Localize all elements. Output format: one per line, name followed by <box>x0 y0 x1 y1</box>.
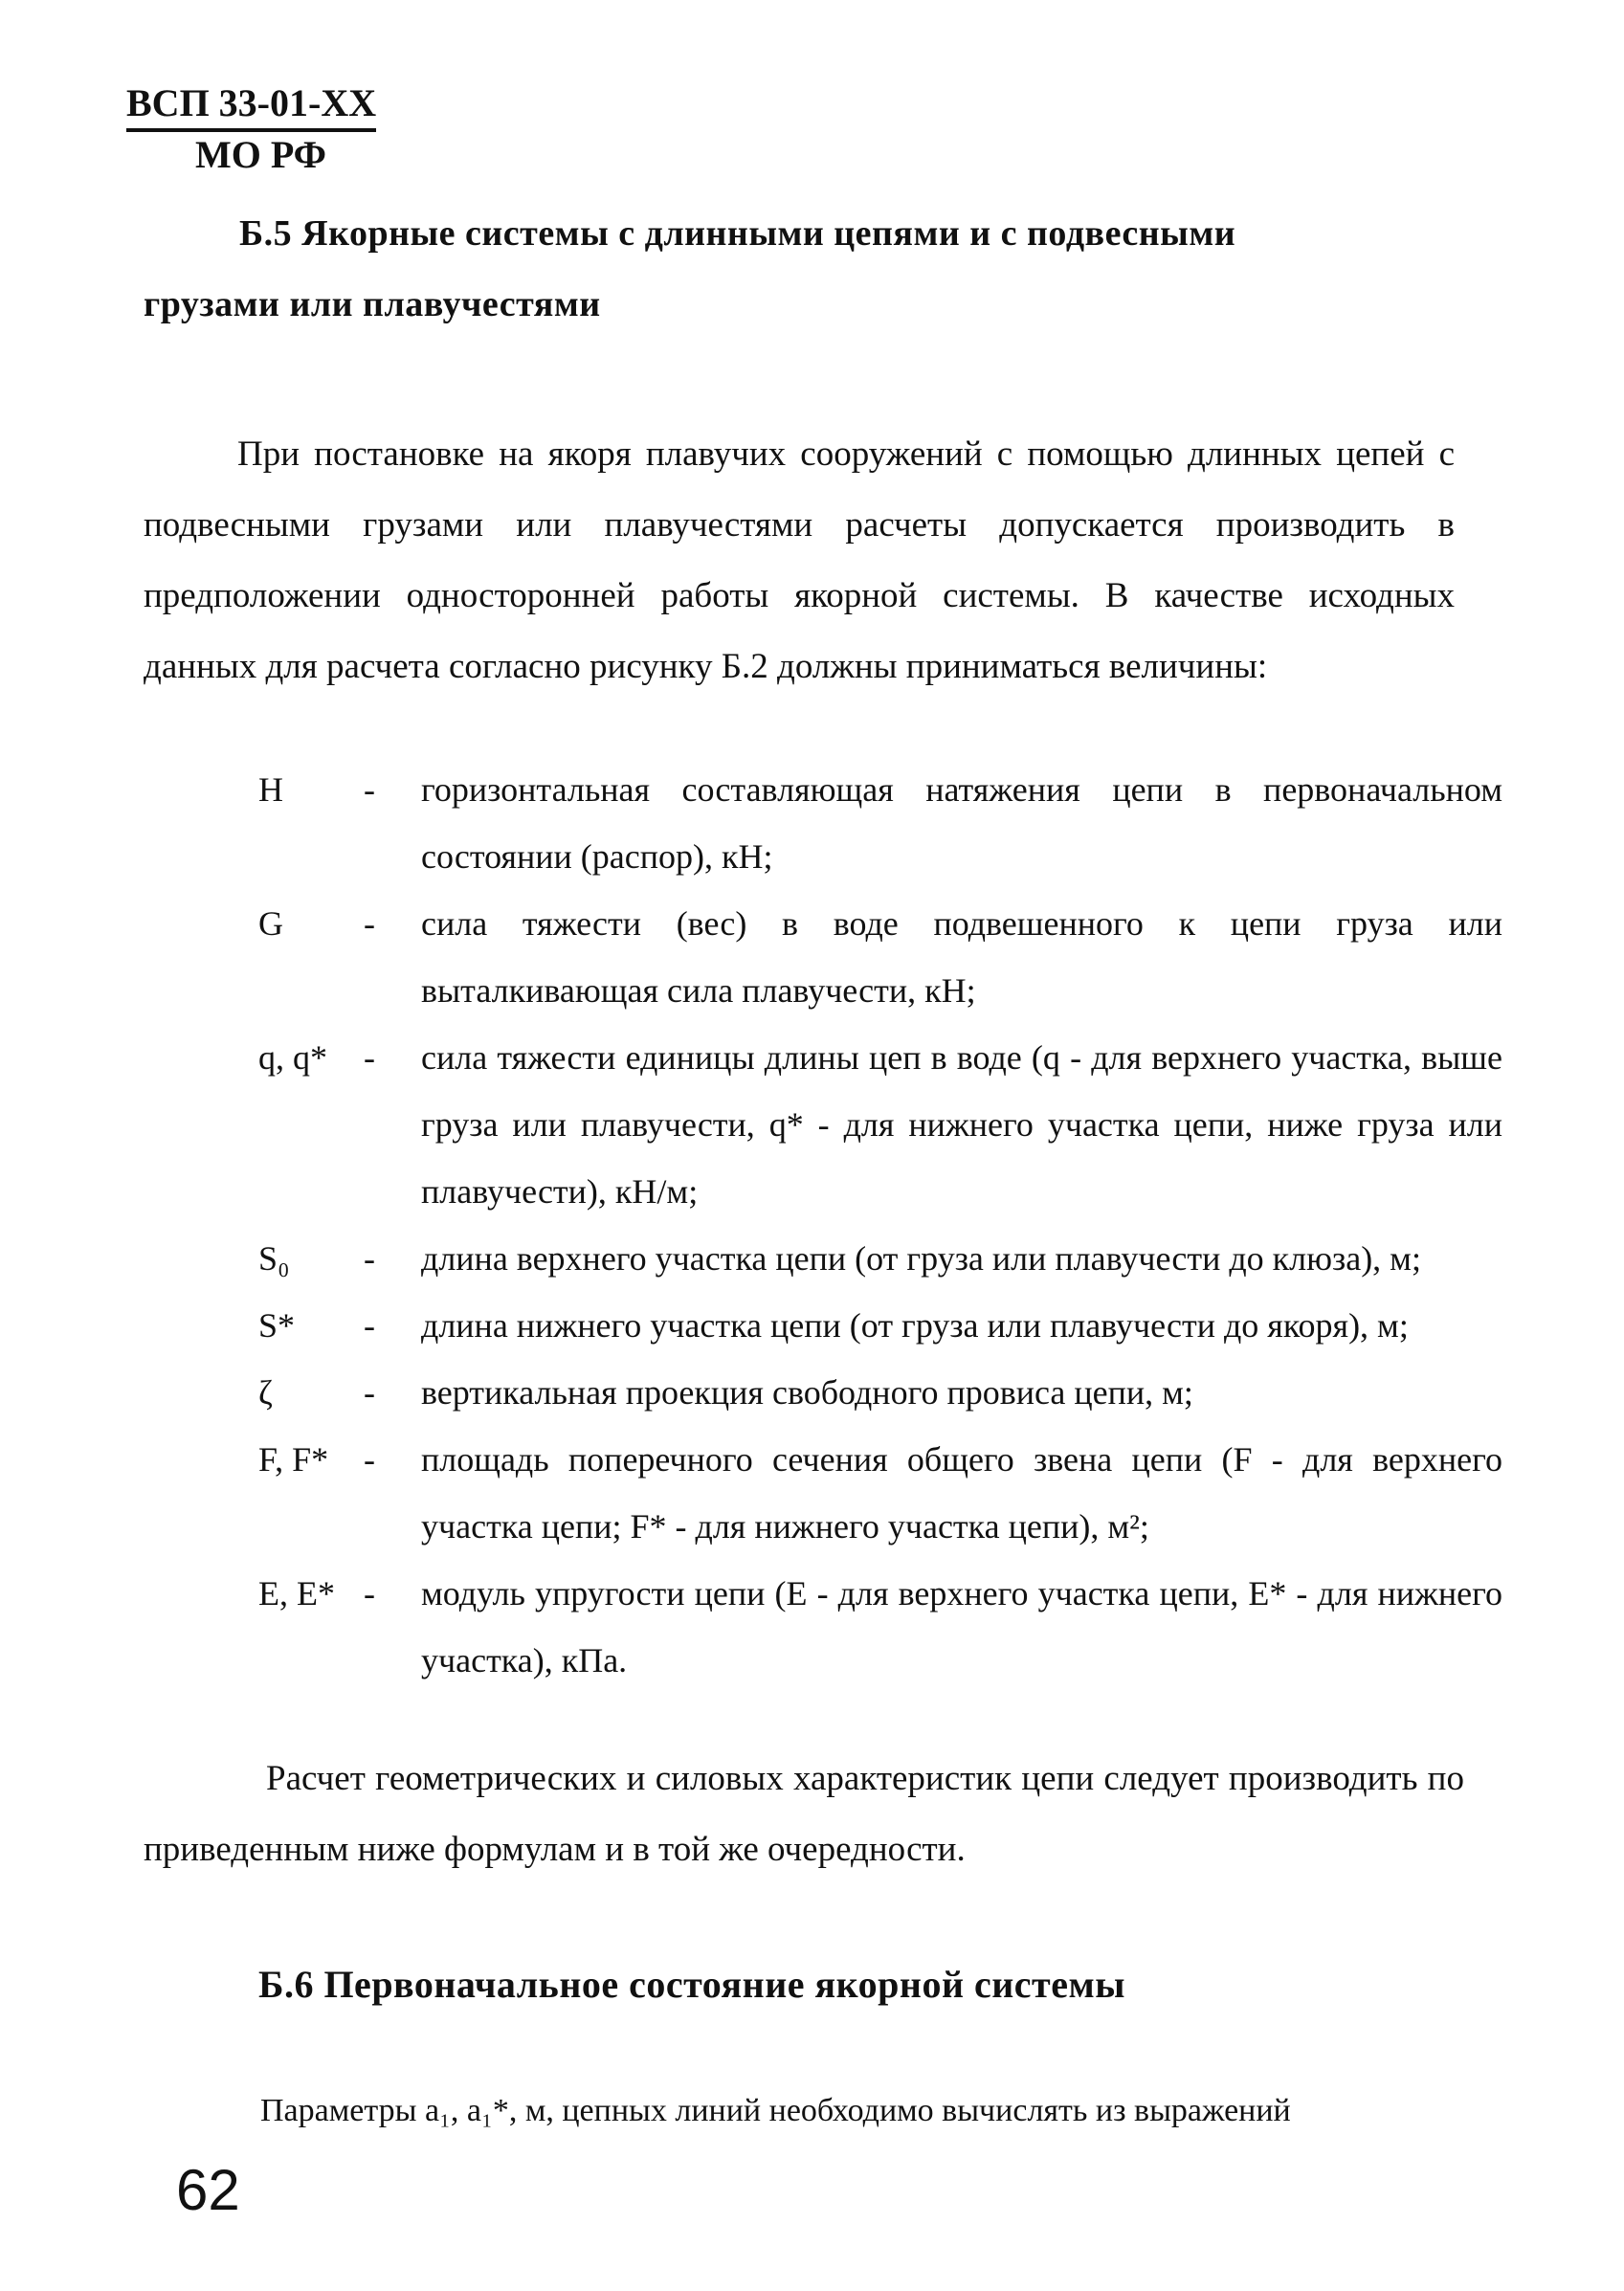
definition-dash: - <box>364 1574 375 1613</box>
definition-symbol: ζ <box>258 1373 273 1412</box>
definition-item <box>144 756 1502 890</box>
section-b6-title: Б.6 Первоначальное состояние якорной системы <box>258 1963 1125 2006</box>
definition-item <box>144 1024 1502 1225</box>
definition-dash: - <box>364 1038 375 1077</box>
definition-symbol: F, F* <box>258 1440 329 1479</box>
definition-text: длина верхнего участка цепи (от груза или плавучести до клюза), м; <box>421 1239 1421 1278</box>
definition-dash: - <box>364 1440 375 1479</box>
definition-text: площадь поперечного сечения общего звена цепи (F - для верхнего участка цепи; F* - для нижнего участка цепи), м²; <box>421 1440 1502 1546</box>
document-header <box>126 80 376 178</box>
definition-symbol: q, q* <box>258 1038 327 1077</box>
page-number: 62 <box>176 2158 240 2222</box>
calculation-note: Расчет геометрических и силовых характеристик цепи следует производить по приведенным ниже формулам и в той же очередности. <box>144 1759 1464 1869</box>
definition-symbol: E, E* <box>258 1574 335 1613</box>
definition-item <box>144 1225 1502 1292</box>
definition-text: длина нижнего участка цепи (от груза или плавучести до якоря), м; <box>421 1306 1409 1345</box>
definition-symbol: S₀ <box>258 1239 290 1278</box>
section-b5-title-line2: грузами или плавучестями <box>144 284 601 324</box>
definition-dash: - <box>364 770 375 809</box>
definition-dash: - <box>364 904 375 943</box>
organization-label: МО РФ <box>195 133 326 176</box>
definition-text: горизонтальная составляющая натяжения цепи в первоначальном состоянии (распор), кН; <box>421 770 1502 876</box>
definition-symbol: G <box>258 904 283 943</box>
definition-item <box>144 1560 1502 1694</box>
definition-symbol: H <box>258 770 283 809</box>
definition-text: сила тяжести (вес) в воде подвешенного к цепи груза или выталкивающая сила плавучести, кН; <box>421 904 1502 1010</box>
definition-symbol: S* <box>258 1306 296 1345</box>
document-code: ВСП 33-01-XX <box>126 80 376 132</box>
definition-dash: - <box>364 1306 375 1345</box>
definition-text: сила тяжести единицы длины цеп в воде (q - для верхнего участка, выше груза или плавучести, q* - для нижнего участка цепи, ниже груза или плавучести), кН/м; <box>421 1038 1502 1211</box>
definition-dash: - <box>364 1373 375 1412</box>
definition-text: модуль упругости цепи (E - для верхнего участка цепи, E* - для нижнего участка), кПа. <box>421 1574 1502 1679</box>
definitions-list <box>144 756 1502 1694</box>
parameters-paragraph: Параметры a₁, a₁*, м, цепных линий необходимо вычислять из выражений <box>260 2093 1291 2128</box>
definition-item <box>144 1292 1502 1359</box>
definition-item <box>144 890 1502 1024</box>
definition-item <box>144 1426 1502 1560</box>
definition-item <box>144 1359 1502 1426</box>
definition-text: вертикальная проекция свободного провиса цепи, м; <box>421 1373 1193 1412</box>
section-b5-title-line1: Б.5 Якорные системы с длинными цепями и с подвесными <box>239 213 1236 254</box>
definition-dash: - <box>364 1239 375 1278</box>
intro-paragraph: При постановке на якоря плавучих сооружений с помощью длинных цепей с подвесными грузами или плавучестями расчеты допускается производить в предположении односторонней работы якорной системы. В качестве исходных данных для расчета согласно рисунку Б.2 должны приниматься величины: <box>144 434 1455 686</box>
